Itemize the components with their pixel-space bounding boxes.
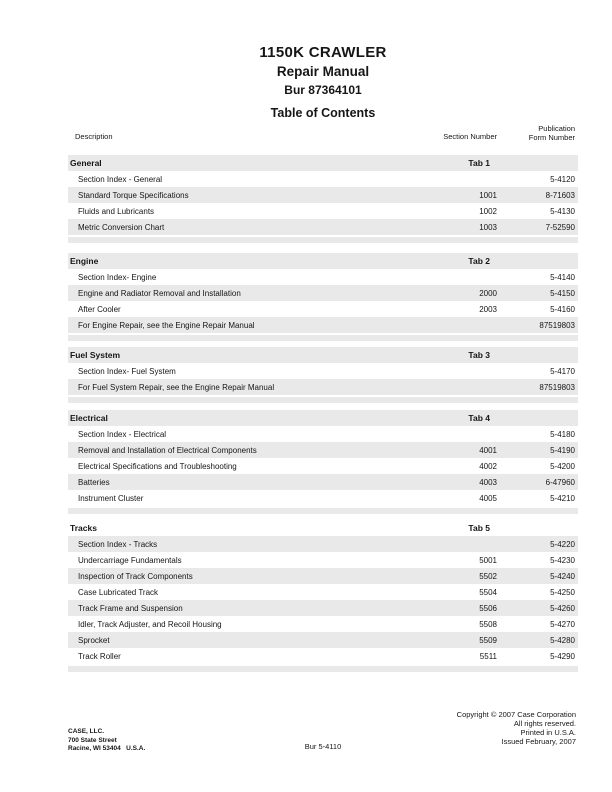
issued-line: Issued February, 2007	[501, 737, 576, 746]
toc-row-publication-number: 7-52590	[545, 222, 575, 232]
toc-row	[68, 584, 578, 600]
toc-row-publication-number: 5-4200	[550, 461, 575, 471]
section-end-strip	[68, 508, 578, 514]
section-tab-label: Tab 5	[468, 523, 490, 533]
toc-row-publication-number: 87519803	[539, 382, 575, 392]
toc-row-description: Case Lubricated Track	[78, 587, 159, 597]
toc-row-description: Fluids and Lubricants	[78, 206, 155, 216]
toc-row	[68, 379, 578, 395]
toc-row-section-number: 5508	[479, 619, 497, 629]
toc-row-description: Batteries	[78, 477, 110, 487]
toc-row	[68, 600, 578, 616]
toc-row-description: Electrical Specifications and Troubleshooting	[78, 461, 237, 471]
toc-row	[68, 187, 578, 203]
toc-row-section-number: 4001	[479, 445, 497, 455]
rights-line: All rights reserved.	[513, 719, 576, 728]
toc-section	[68, 410, 578, 514]
toc-row-publication-number: 5-4190	[550, 445, 575, 455]
toc-row	[68, 363, 578, 379]
toc-row-section-number: 4003	[479, 477, 497, 487]
toc-row-description: Track Roller	[78, 651, 121, 661]
section-tab-label: Tab 1	[468, 158, 490, 168]
toc-row-description: Engine and Radiator Removal and Installation	[78, 288, 241, 298]
column-header-row	[68, 124, 578, 144]
toc-row-description: Section Index - General	[78, 174, 163, 184]
section-end-strip	[68, 666, 578, 672]
publisher-city: Racine, WI 53404 U.S.A.	[68, 745, 146, 752]
toc-row-publication-number: 5-4230	[550, 555, 575, 565]
page-title: 1150K CRAWLER	[259, 44, 387, 61]
toc-row-section-number: 2000	[479, 288, 497, 298]
toc-row	[68, 490, 578, 506]
toc-row-publication-number: 5-4210	[550, 493, 575, 503]
section-rows	[68, 536, 578, 664]
column-header-description: Description	[75, 132, 113, 141]
section-header-row	[68, 347, 578, 363]
column-header-publication-line1: Publication	[538, 124, 575, 133]
toc-row-section-number: 4005	[479, 493, 497, 503]
toc-row	[68, 301, 578, 317]
toc-row-publication-number: 5-4290	[550, 651, 575, 661]
toc-row-publication-number: 5-4240	[550, 571, 575, 581]
toc-row-section-number: 5511	[479, 651, 497, 661]
section-title: Electrical	[70, 413, 108, 423]
copyright-block	[457, 710, 576, 746]
publisher-street: 700 State Street	[68, 736, 117, 744]
toc-section	[68, 520, 578, 672]
toc-row-section-number: 5509	[479, 635, 497, 645]
section-header-row	[68, 410, 578, 426]
toc-row	[68, 648, 578, 664]
toc-row-description: Section Index- Fuel System	[78, 366, 176, 376]
section-rows	[68, 363, 578, 395]
toc-row-description: Section Index - Tracks	[78, 539, 158, 549]
toc-row-description: After Cooler	[78, 304, 121, 314]
toc-row-publication-number: 5-4130	[550, 206, 575, 216]
section-title: Engine	[70, 256, 99, 266]
toc-row	[68, 552, 578, 568]
toc-row-publication-number: 5-4170	[550, 366, 575, 376]
toc-row	[68, 269, 578, 285]
toc-row-section-number: 4002	[479, 461, 497, 471]
section-tab-label: Tab 4	[468, 413, 490, 423]
title-block	[68, 44, 578, 120]
toc-row-section-number: 5502	[479, 571, 497, 581]
printed-line: Printed in U.S.A.	[520, 728, 576, 737]
section-title: General	[70, 158, 102, 168]
toc-row-description: Instrument Cluster	[78, 493, 144, 503]
section-end-strip	[68, 397, 578, 403]
section-tab-label: Tab 2	[468, 256, 490, 266]
toc-section	[68, 155, 578, 243]
toc-row-section-number: 5506	[479, 603, 497, 613]
page-subtitle: Repair Manual	[276, 64, 370, 79]
toc-row-section-number: 2003	[479, 304, 497, 314]
toc-row	[68, 203, 578, 219]
toc-row-section-number: 1002	[479, 206, 497, 216]
toc-row	[68, 442, 578, 458]
toc-row-publication-number: 5-4220	[550, 539, 575, 549]
toc-row-description: Inspection of Track Components	[78, 571, 193, 581]
toc-row-publication-number: 5-4120	[550, 174, 575, 184]
toc-row-section-number: 1003	[479, 222, 497, 232]
toc-row-publication-number: 5-4260	[550, 603, 575, 613]
toc-row-publication-number: 5-4140	[550, 272, 575, 282]
toc-row-section-number: 5001	[479, 555, 497, 565]
toc-row	[68, 458, 578, 474]
toc-row	[68, 171, 578, 187]
toc-row-description: Undercarriage Fundamentals	[78, 555, 182, 565]
footer-bur-number: Bur 5-4110	[304, 742, 342, 751]
toc-section	[68, 253, 578, 341]
toc-row	[68, 317, 578, 333]
section-rows	[68, 171, 578, 235]
bur-number: Bur 87364101	[284, 83, 362, 97]
toc-row-publication-number: 87519803	[539, 320, 575, 330]
publisher-name: CASE, LLC.	[68, 728, 105, 735]
copyright-line: Copyright © 2007 Case Corporation	[456, 710, 576, 719]
column-header-section-number: Section Number	[443, 132, 497, 141]
toc-row-publication-number: 5-4150	[550, 288, 575, 298]
toc-row	[68, 474, 578, 490]
toc-row-publication-number: 6-47960	[545, 477, 575, 487]
toc-sections	[68, 155, 578, 672]
toc-section	[68, 347, 578, 403]
section-title: Fuel System	[70, 350, 121, 360]
section-rows	[68, 269, 578, 333]
section-end-strip	[68, 237, 578, 243]
section-rows	[68, 426, 578, 506]
toc-row-description: Removal and Installation of Electrical Components	[78, 445, 257, 455]
toc-heading: Table of Contents	[270, 106, 376, 120]
section-end-strip	[68, 335, 578, 341]
toc-row-publication-number: 8-71603	[545, 190, 575, 200]
toc-row-publication-number: 5-4180	[550, 429, 575, 439]
section-header-row	[68, 520, 578, 536]
toc-row-description: For Engine Repair, see the Engine Repair Manual	[78, 320, 255, 330]
toc-row-publication-number: 5-4250	[550, 587, 575, 597]
toc-row	[68, 568, 578, 584]
toc-row-section-number: 5504	[479, 587, 497, 597]
toc-row	[68, 219, 578, 235]
toc-row-description: Sprocket	[78, 635, 110, 645]
toc-row	[68, 536, 578, 552]
toc-row-description: Section Index - Electrical	[78, 429, 167, 439]
toc-row-description: For Fuel System Repair, see the Engine Repair Manual	[78, 382, 275, 392]
toc-row-publication-number: 5-4160	[550, 304, 575, 314]
section-title: Tracks	[70, 523, 97, 533]
toc-row	[68, 632, 578, 648]
toc-row	[68, 426, 578, 442]
section-tab-label: Tab 3	[468, 350, 490, 360]
toc-row-description: Standard Torque Specifications	[78, 190, 189, 200]
toc-row-description: Section Index- Engine	[78, 272, 157, 282]
toc-row	[68, 285, 578, 301]
toc-row-description: Track Frame and Suspension	[78, 603, 183, 613]
column-header-publication-line2: Form Number	[528, 133, 575, 142]
toc-row-description: Metric Conversion Chart	[78, 222, 165, 232]
toc-row	[68, 616, 578, 632]
section-header-row	[68, 155, 578, 171]
section-header-row	[68, 253, 578, 269]
toc-row-publication-number: 5-4280	[550, 635, 575, 645]
toc-row-section-number: 1001	[479, 190, 497, 200]
toc-row-description: Idler, Track Adjuster, and Recoil Housing	[78, 619, 222, 629]
toc-row-publication-number: 5-4270	[550, 619, 575, 629]
column-header-publication	[497, 124, 578, 144]
